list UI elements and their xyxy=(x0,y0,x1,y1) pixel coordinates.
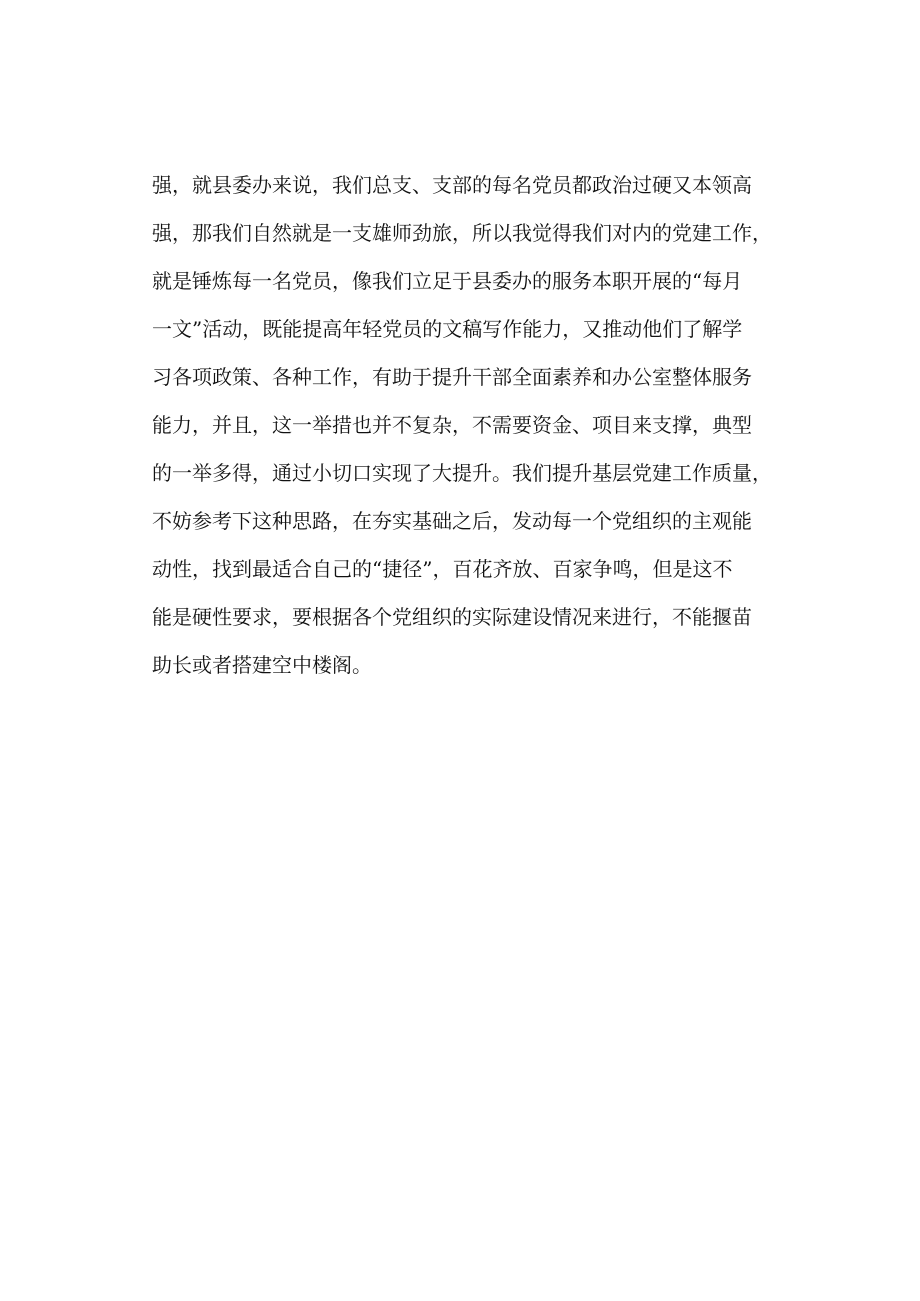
text-line: 强，那我们自然就是一支雄师劲旅，所以我觉得我们对内的党建工作， xyxy=(152,221,772,245)
text-line: 习各项政策、各种工作，有助于提升干部全面素养和办公室整体服务 xyxy=(152,365,752,389)
text-line: 助长或者搭建空中楼阁。 xyxy=(152,653,372,677)
text-line: 能是硬性要求，要根据各个党组织的实际建设情况来进行，不能揠苗 xyxy=(152,605,752,629)
text-line: 能力，并且，这一举措也并不复杂，不需要资金、项目来支撑，典型 xyxy=(152,413,752,437)
text-line: 强，就县委办来说，我们总支、支部的每名党员都政治过硬又本领高 xyxy=(152,173,752,197)
text-line: 动性，找到最适合自己的“捷径”，百花齐放、百家争鸣，但是这不 xyxy=(152,557,733,581)
text-line: 的一举多得，通过小切口实现了大提升。我们提升基层党建工作质量， xyxy=(152,461,772,485)
body-paragraph xyxy=(152,168,832,696)
text-line: 不妨参考下这种思路，在夯实基础之后，发动每一个党组织的主观能 xyxy=(152,509,752,533)
text-line: 就是锤炼每一名党员，像我们立足于县委办的服务本职开展的“每月 xyxy=(152,269,743,293)
text-line: 一文”活动，既能提高年轻党员的文稿写作能力，又推动他们了解学 xyxy=(152,317,743,341)
